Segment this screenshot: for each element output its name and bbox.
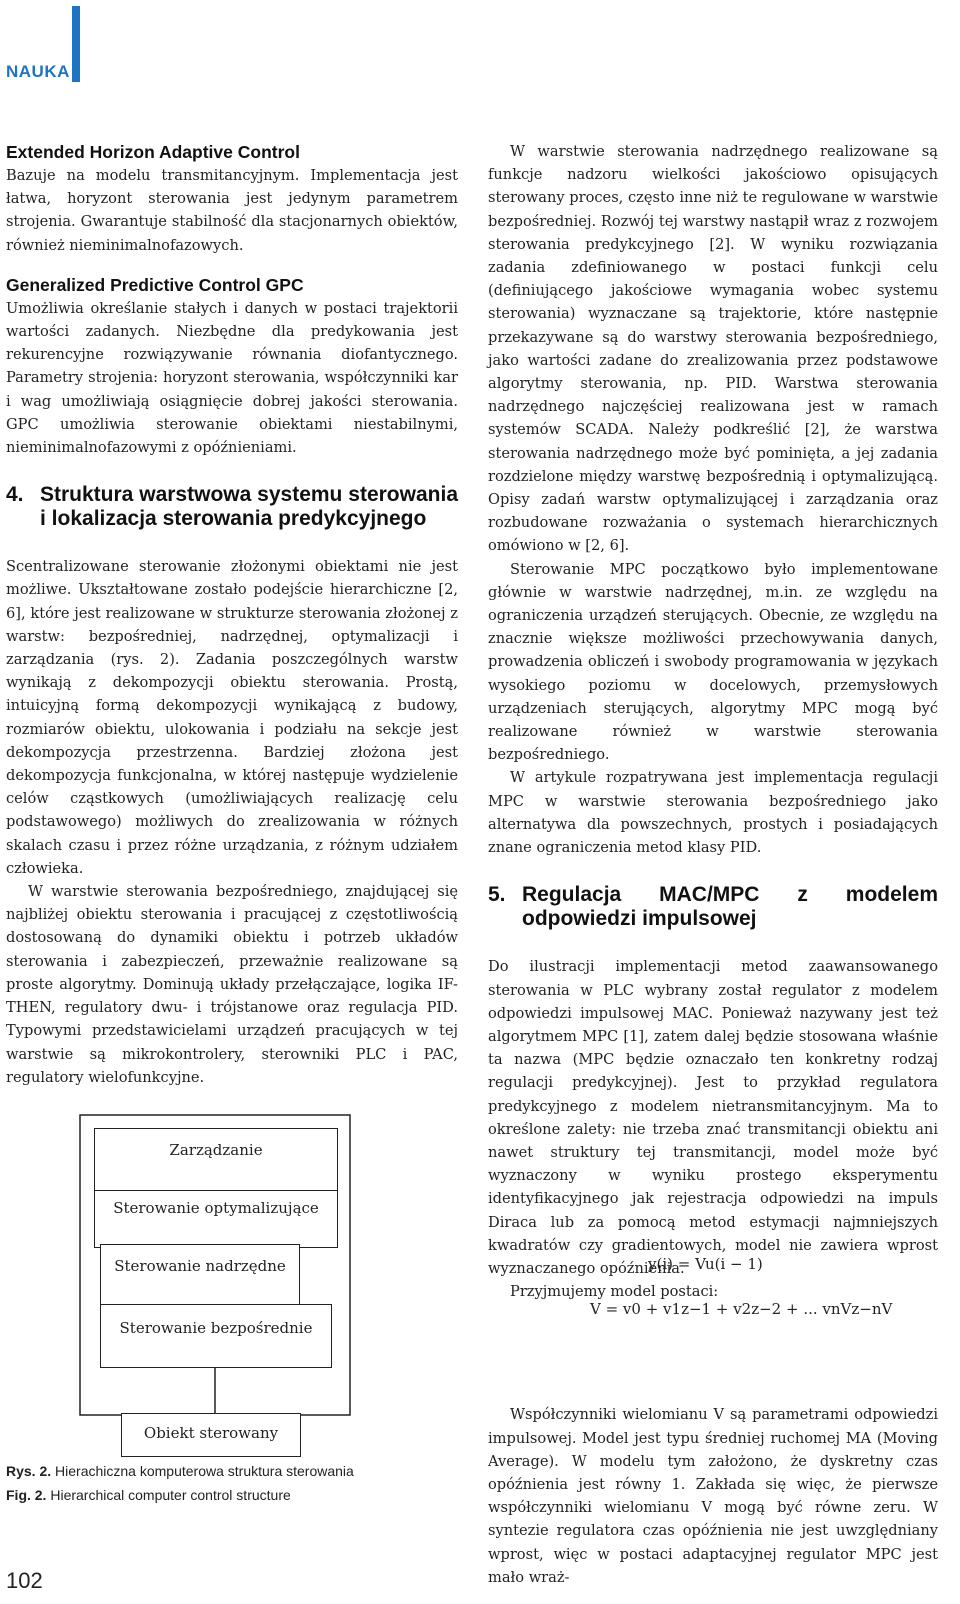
section-5-number: 5.	[488, 883, 506, 907]
right-paragraph-2: Sterowanie MPC początkowo było implementowane głównie w warstwie nadrzędnej, m.in. ze względu na ograniczenia urządzeń sterujących. Obecnie, ze względu na znacznie większe możliwości przechowywania danych, prowadzenia obliczeń i swobody programowania w językach wysokiego poziomu w docelowych, przemysłowych urządzeniach sterujących, algorytmy MPC mogą być realizowane również w warstwie sterowania bezpośredniego.	[488, 560, 938, 764]
eha-paragraph: Bazuje na modelu transmitancyjnym. Implementacja jest łatwa, horyzont sterowania jest jedynym parametrem strojenia. Gwarantuje stabilność dla stacjonarnych obiektów, również nieminimalnofazowych.	[6, 167, 458, 254]
left-column	[6, 140, 458, 1089]
gpc-heading: Generalized Predictive Control GPC	[6, 274, 304, 295]
figure-caption-pl: Rys. 2. Hierachiczna komputerowa struktura sterowania	[6, 1463, 354, 1479]
gpc-paragraph: Umożliwia określanie stałych i danych w postaci trajektorii wartości zadanych. Niezbędne dla predykowania jest rekurencyjne rozwiązywanie równania diofantycznego. Parametry strojenia: horyzont sterowania, współczynniki kar i wag umożliwiają osiągnięcie dobrej jakości sterowania. GPC umożliwia sterowanie obiektami niestabilnymi, nieminimalnofazowymi z opóźnieniami.	[6, 299, 458, 457]
right-paragraph-4: Do ilustracji implementacji metod zaawansowanego sterowania w PLC wybrany został regulator z modelem odpowiedzi impulsowej MAC. Ponieważ nazywany jest też algorytmem MPC [1], zatem dalej będzie stosowana właśnie ta nazwa (MPC będzie oznaczało ten konkretny rodzaj regulacji predykcyjnej). Jest to przykład regulatora predykcyjnego z modelem nietransmitancyjnym. Ma to określone zalety: nie trzeba znać transmitancji obiektu ani nawet struktury tej transmitancji, model może być wyznaczony w wyniku prostego eksperymentu identyfikacyjnego jak rejestracja odpowiedzi na impuls Diraca lub za pomocą metod estymacji najmniejszych kwadratów czy gradientowych, model nie zawiera wprost wyznaczanego opóźnienia.	[488, 958, 938, 1277]
box-nadrzedne: Sterowanie nadrzędne	[100, 1244, 300, 1308]
eha-heading: Extended Horizon Adaptive Control	[6, 142, 300, 162]
section-5-title: Regulacja MAC/MPC z modelem odpowiedzi impulsowej	[522, 883, 938, 931]
box-optymalizujace: Sterowanie optymalizujące	[94, 1190, 338, 1248]
section-5-heading	[488, 883, 938, 931]
formula-1: y(i) = Vu(i − 1)	[648, 1255, 763, 1273]
section-4-number: 4.	[6, 483, 24, 507]
accent-bar	[72, 6, 80, 82]
formula-2: V = v0 + v1z−1 + v2z−2 + ... vnVz−nV	[590, 1300, 893, 1318]
section-4-paragraph-2: W warstwie sterowania bezpośredniego, znajdującej się najbliżej obiektu sterowania i pracującej z częstotliwością dostosowaną do dynamiki obiektu i potrzeb układów sterowania i zabezpieczeń, przeważnie realizowane są proste algorytmy. Dominują układy przełączające, logika IF-THEN, regulatory dwu- i trójstanowe oraz regulacja PID. Typowymi przedstawicielami urządzeń pracujących w tej warstwie są mikrokontrolery, sterowniki PLC i PAC, regulatory wielofunkcyjne.	[6, 883, 458, 1086]
box-zarzadzanie: Zarządzanie	[94, 1128, 338, 1192]
page-number: 102	[6, 1568, 43, 1593]
section-4-paragraph-1: Scentralizowane sterowanie złożonymi obiektami nie jest możliwe. Ukształtowane zostało podejście hierarchiczne [2, 6], które jest realizowane w strukturze sterowania złożonej z warstw: bezpośredniej, nadrzędnej, optymalizacji i zarządzania (rys. 2). Zadania poszczególnych warstw wynikają z dekompozycji obiektu sterowania. Prostą, intuicyjną formą dekompozycji wynikającą z budowy, rozmiarów obiektu, ulokowania i podziału na sekcje jest dekompozycja przestrzenna. Bardziej złożona jest dekompozycja funkcjonalna, w której następuje wydzielenie celów cząstkowych (umożliwiających realizację celu podstawowego) możliwych do zrealizowania w różnych skalach czasu i przez różne urządzania, z różnym udziałem człowieka.	[6, 558, 458, 877]
right-paragraph-5: Przyjmujemy model postaci:	[510, 1283, 719, 1301]
section-4-heading	[6, 483, 458, 531]
figure-caption-en: Fig. 2. Hierarchical computer control structure	[6, 1487, 291, 1503]
right-paragraph-1: W warstwie sterowania nadrzędnego realizowane są funkcje nadzoru wielkości jakościowo opisujących sterowany proces, często inne niż te regulowane w warstwie bezpośredniej. Rozwój tej warstwy nastąpił wraz z rozwojem sterowania predykcyjnego [2]. W wyniku rozwiązania zadania zdefiniowanego w postaci funkcji celu (definiującego jakościowe wymagania wobec systemu sterowania) wyznaczane są trajektorie, które następnie przekazywane są do warstwy sterowania bezpośredniego, jako wartości zadane do zrealizowania przez podstawowe algorytmy sterowania, np. PID. Warstwa sterowania nadrzędnego najczęściej realizowana jest w ramach systemów SCADA. Należy podkreślić [2], że warstwa sterowania nadrzędnego może być pominięta, a jej zadania rozdzielone między warstwę bezpośrednią i optymalizującą. Opisy zadań warstw optymalizującej i zarządzania oraz rozbudowane rozważania o systemach hierarchicznych omówiono w [2, 6].	[488, 143, 938, 555]
right-column	[488, 140, 938, 1589]
right-paragraph-6: Współczynniki wielomianu V są parametrami odpowiedzi impulsowej. Model jest typu średniej ruchomej MA (Moving Average). W modelu tym założono, że dyskretny czas opóźnienia jest równy 1. Zakłada się więc, że pierwsze współczynniki wielomianu V mogą być równe zeru. W syntezie regulatora czas opóźnienia nie jest uwzględniany wprost, więc w postaci adaptacyjnej regulator MPC jest mało wraż-	[488, 1406, 938, 1586]
box-obiekt: Obiekt sterowany	[121, 1413, 301, 1457]
right-paragraph-3: W artykule rozpatrywana jest implementacja regulacji MPC w warstwie sterowania bezpośredniego jako alternatywa dla powszechnych, prostych i posiadających znane ograniczenia metod klasy PID.	[488, 769, 938, 857]
section-4-title: Struktura warstwowa systemu sterowania i lokalizacja sterowania predykcyjnego	[40, 483, 458, 531]
outer-frame	[80, 1115, 350, 1415]
section-tag: NAUKA	[6, 62, 70, 81]
box-bezposrednie: Sterowanie bezpośrednie	[100, 1304, 332, 1368]
